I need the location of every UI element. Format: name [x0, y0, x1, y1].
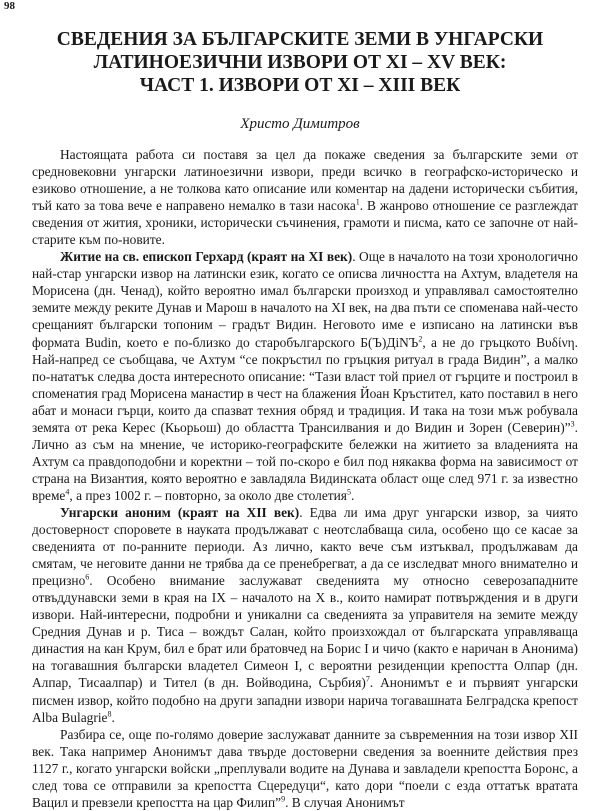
footnote-ref-5[interactable]: 5 [346, 487, 351, 497]
text-run: Настоящата работа си поставя за цел да покаже сведения за българските земи от средновековни унгарски латиноезични извори, преди всичко в географско-историческо и езиково отношение, а не толкова като описание или коментар на дадени исторически събития, тъй като за това вече е направено немалко в тази насока [32, 147, 578, 214]
text-run: . В жанрово отношение се разглеждат сведения от жития, хроники, исторически съчинения, грамоти и писма, като се започне от най-старите към по-новите. [32, 198, 578, 248]
footnote-ref-2[interactable]: 2 [418, 334, 423, 344]
title-line-3: ЧАСТ 1. ИЗВОРИ ОТ XI – XIII ВЕК [139, 75, 461, 96]
text-run: . Лично аз съм на мнение, че историко-географските бележки на житието за владенията на Ахтум са правдоподобни и коректни – той по-скоро е бил под някаква форма на зависимост от страна на Византия, която вероятно е завладяла Видинската област още след 971 г. за известно време [32, 419, 578, 503]
text-run: . Анонимът е и първият унгарски писмен извор, който подобно на други западни извори нарича тогавашната Белградска крепост Alba Bulagrie [32, 675, 578, 725]
text-run: . В случая Анонимът [285, 794, 405, 810]
article-body [32, 146, 578, 811]
article-title [20, 28, 580, 97]
page-number: 98 [4, 0, 15, 12]
footnote-ref-6[interactable]: 6 [85, 572, 90, 582]
text-run: . Едва ли има друг унгарски извор, за чиято достоверност споровете в науката продължават с неотслабваща сила, особено що се касае за сведенията от по-ранните периоди. Аз лично, както вече съм изтъквал, продължавам да смятам, че неговите данни не трябва да се пренебрегват, а да се изследват много внимателно и прецизно [32, 504, 578, 589]
section-heading-anonymus: Унгарски аноним (краят на XII век) [60, 504, 300, 520]
footnote-ref-8[interactable]: 8 [107, 709, 112, 719]
paragraph-twelfth-century [32, 726, 578, 811]
title-line-2: ЛАТИНОЕЗИЧНИ ИЗВОРИ ОТ XI – XV ВЕК: [93, 52, 507, 73]
author-name: Христо Димитров [240, 116, 360, 132]
text-run: , а през 1002 г. – повторно, за около две столетия [69, 487, 347, 503]
text-run: . Още в началото на този хронологично най-стар унгарски извор на латински език, когато се описва личността на Ахтум, владетеля на Морисена (дн. Ченад), който вероятно имал български произход и управлявал самостоятелно земите между реките Дунав и Марош в началото на XI век, на два пъти се споменава най-често срещаният български топоним – градът Видин. Неговото име е изписано на латински във формата Budin, което е по-близко до старобългарского Б(Ъ)ДiNЪ [32, 249, 578, 350]
text-run: . Особено внимание заслужават сведенията му относно северозападните отвъддунавски земи в края на IX – началото на X в., които намират потвърждения и в други извори. Най-интересни, подробни и уникални са сведенията за управителя на земите между Средния Дунав и р. Тиса – вождът Салан, който произхождал от българската управляваща династия на кан Крум, бил е брат или братовчед на Борис I и чичо (както е наричан в Анонима) на тогавашния български владетел Симеон I, с вероятни резиденции крепостта Олпар (дн. Алпар, Тисаалпар) и Тител (в дн. Войводина, Сърбия) [32, 573, 578, 691]
text-run: Разбира се, още по-голямо доверие заслужават данните за съвременния на този извор XII век. Така например Анонимът дава твърде достоверни сведения за военните действия през 1127 г., когато унгарски войски „преплували водите на Дунава и завладели крепостта Боронс, а след това се отправили за крепостта Сцередуци“, като дори “поели с езда оттатък вратата Вацил и превзели крепостта на цар Филип” [32, 726, 578, 810]
paragraph-gerhard [32, 248, 578, 504]
footnote-ref-7[interactable]: 7 [365, 674, 370, 684]
footnote-ref-3[interactable]: 3 [570, 419, 575, 429]
title-line-1: СВЕДЕНИЯ ЗА БЪЛГАРСКИТЕ ЗЕМИ В УНГАРСКИ [56, 29, 544, 50]
footnote-ref-9[interactable]: 9 [281, 794, 286, 804]
text-run: . [111, 709, 115, 725]
text-run: . [350, 487, 355, 503]
section-heading-gerhard: Житие на св. епископ Герхард (краят на XI век) [60, 249, 353, 265]
footnote-ref-1[interactable]: 1 [355, 197, 360, 207]
paragraph-intro [32, 146, 578, 248]
footnote-ref-4[interactable]: 4 [65, 487, 70, 497]
text-run: , а не до гръцкото Βυδίνη. Най-напред се съобщава, че Ахтум “се покръстил по гръцкия ритуал в града Видин”, а малко по-нататък следва доста интересното описание: “Тази власт той приел от гърците и построил в споменатия град Морисена манастир в чест на блажения Йоан Кръстител, като поставил в него абат и монаси гърци, които да спазват техния обряд и традиция. И така на този мъж робувала земята от река Керес (Кьорьош) до областта Трансилвания и до Видин и Зорен (Северин)” [32, 334, 578, 435]
paragraph-anonymus [32, 504, 578, 726]
